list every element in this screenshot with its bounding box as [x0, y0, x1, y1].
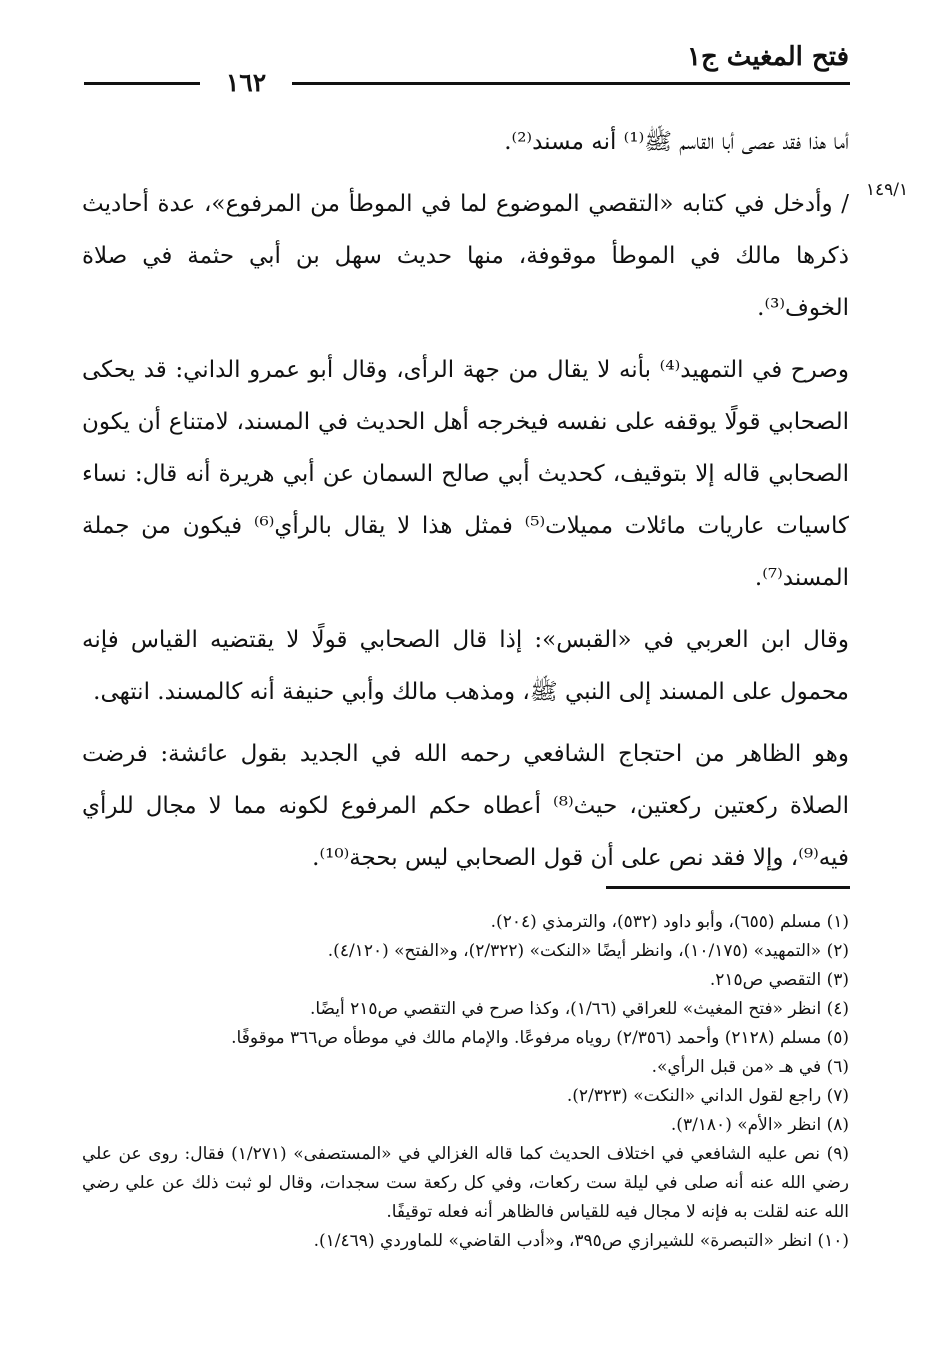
footnote-1: (١) مسلم (٦٥٥)، وأبو داود (٥٣٢)، والترمذي (٢٠٤). [490, 912, 849, 932]
footnote-6: (٦) في هـ «من قبل الرأي». [651, 1057, 849, 1077]
paragraph-4: وقال ابن العربي في «القبس»: إذا قال الصحابي قولًا لا يقتضيه القياس فإنه محمول على المسند إلى النبي ﷺ، ومذهب مالك وأبي حنيفة أنه كالمسند. انتهى. [82, 627, 849, 705]
footnote-4: (٤) انظر «فتح المغيث» للعراقي (١/٦٦)، وكذا صرح في التقصي ص٢١٥ أيضًا. [309, 999, 849, 1019]
footnote-10: (١٠) انظر «التبصرة» للشيرازي ص٣٩٥، و«أدب القاضي» للماوردي (١/٤٦٩). [313, 1231, 849, 1251]
footnotes [82, 908, 849, 1256]
footnote-3: (٣) التقصي ص٢١٥. [709, 970, 849, 990]
footnote-5: (٥) مسلم (٢١٢٨) وأحمد (٢/٣٥٦) روياه مرفوعًا. والإمام مالك في موطأه ص٣٦٦ موقوفًا. [231, 1028, 849, 1048]
header-rule [84, 82, 850, 85]
page-number-rule [84, 82, 196, 85]
footnote-separator [606, 886, 850, 889]
running-title: فتح المغيث ج١ [686, 42, 849, 72]
main-text [82, 116, 849, 894]
footnote-2: (٢) «التمهيد» (١٠/١٧٥)، وانظر أيضًا «النكت» (٢/٣٢٢)، و«الفتح» (٤/١٢٠). [327, 941, 849, 961]
paragraph-5: وهو الظاهر من احتجاج الشافعي رحمه الله في الجديد بقول عائشة: فرضت الصلاة ركعتين ركعتين، حيث⁽⁸⁾ أعطاه حكم المرفوع لكونه مما لا مجال للرأي فيه⁽⁹⁾، وإلا فقد نص على أن قول الصحابي ليس بحجة⁽¹⁰⁾. [82, 741, 850, 871]
paragraph-2: / وأدخل في كتابه «التقصي الموضوع لما في الموطأ من المرفوع»، عدة أحاديث ذكرها مالك في الموطأ موقوفة، منها حديث سهل بن أبي حثمة في صلاة الخوف⁽³⁾. [82, 191, 849, 321]
footnote-8: (٨) انظر «الأم» (٣/١٨٠). [670, 1115, 849, 1135]
footnote-9: (٩) نص عليه الشافعي في اختلاف الحديث كما قاله الغزالي في «المستصفى» (١/٢٧١) فقال: روى عن علي رضي الله عنه أنه صلى في ليلة ست ركعات، وفي كل ركعة ست سجدات، وقال لو ثبت ذلك عن علي رضي الله عنه لقلت به فإنه لا مجال فيه للقياس فالظاهر أنه فعله توقيفًا. [82, 1144, 849, 1222]
page-number: ١٦٢ [200, 68, 292, 98]
paragraph-1: أما هذا فقد عصى أبا القاسم ﷺ⁽¹⁾ أنه مسند⁽²⁾. [504, 129, 849, 155]
paragraph-3: وصرح في التمهيد⁽⁴⁾ بأنه لا يقال من جهة الرأى، وقال أبو عمرو الداني: قد يحكى الصحابي قولًا يوقفه على نفسه فيخرجه أهل الحديث في المسند، لامتناع أن يكون الصحابي قاله إلا بتوقيف، كحديث أبي صالح السمان عن أبي هريرة أنه قال: نساء كاسيات عاريات مائلات مميلات⁽⁵⁾ فمثل هذا لا يقال بالرأي⁽⁶⁾ فيكون من جملة المسند⁽⁷⁾. [82, 357, 850, 591]
margin-reference: ١٤٩/١ [865, 180, 909, 200]
footnote-7: (٧) راجع لقول الداني «النكت» (٢/٣٢٣). [566, 1086, 849, 1106]
